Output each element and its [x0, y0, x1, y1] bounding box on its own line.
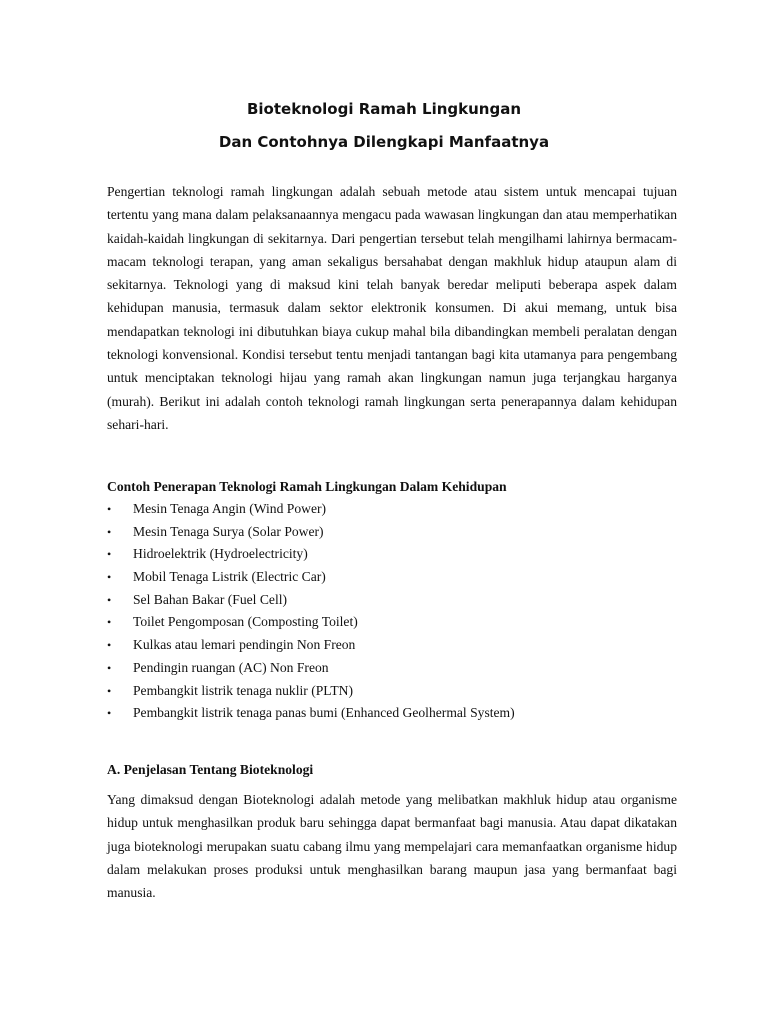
examples-heading: Contoh Penerapan Teknologi Ramah Lingkungan Dalam Kehidupan: [107, 479, 507, 494]
list-item: [107, 680, 515, 703]
list-item: [107, 634, 515, 657]
list-item-text: Pembangkit listrik tenaga panas bumi (Enhanced Geolhermal System): [133, 705, 515, 721]
bullet-icon: •: [107, 615, 112, 630]
list-item-text: Hidroelektrik (Hydroelectricity): [133, 546, 308, 562]
document-title: Bioteknologi Ramah Lingkungan: [246, 100, 522, 118]
list-item: [107, 521, 515, 544]
section-a-heading: A. Penjelasan Tentang Bioteknologi: [107, 762, 314, 777]
list-item-text: Pendingin ruangan (AC) Non Freon: [133, 659, 329, 675]
list-item-text: Pembangkit listrik tenaga nuklir (PLTN): [133, 682, 353, 698]
bullet-icon: •: [107, 502, 112, 516]
list-item: [107, 589, 515, 612]
list-item: [107, 566, 515, 589]
list-item-text: Kulkas atau lemari pendingin Non Freon: [133, 637, 356, 653]
bullet-icon: •: [107, 547, 112, 562]
bullet-icon: •: [107, 570, 112, 585]
section-a-paragraph: Yang dimaksud dengan Bioteknologi adalah metode yang melibatkan makhluk hidup atau organisme hidup untuk menghasilkan produk baru sehingga dapat bermanfaat bagi manusia. Atau dapat dikatakan juga bioteknologi merupakan suatu cabang ilmu yang mempelajari cara memanfaatkan organisme hidup dalam melakukan proses produksi untuk menghasilkan barang maupun jasa yang bermanfaat bagi manusia.: [107, 792, 677, 901]
list-item: [107, 611, 515, 634]
bullet-icon: •: [107, 524, 112, 539]
bullet-icon: •: [107, 638, 112, 653]
document-subtitle: Dan Contohnya Dilengkapi Manfaatnya: [218, 133, 550, 151]
bullet-icon: •: [107, 683, 112, 698]
list-item-text: Mesin Tenaga Surya (Solar Power): [133, 523, 324, 539]
list-item-text: Toilet Pengomposan (Composting Toilet): [133, 614, 358, 630]
list-item: [107, 702, 515, 725]
list-item-text: Mobil Tenaga Listrik (Electric Car): [133, 569, 326, 585]
examples-list: [107, 498, 515, 725]
bullet-icon: •: [107, 592, 112, 607]
intro-paragraph: Pengertian teknologi ramah lingkungan adalah sebuah metode atau sistem untuk mencapai tujuan tertentu yang mana dalam pelaksanaannya mengacu pada wawasan lingkungan dan atau memperhatikan kaidah-kaidah lingkungan di sekitarnya. Dari pengertian tersebut telah mengilhami lahirnya bermacam-macam teknologi terapan, yang aman sekaligus bersahabat dengan makhluk hidup ataupun alam di sekitarnya. Teknologi yang di maksud kini telah banyak beredar meliputi beberapa aspek dalam kehidupan manusia, termasuk dalam sektor elektronik konsumen. Di akui memang, untuk bisa mendapatkan teknologi ini dibutuhkan biaya cukup mahal bila dibandingkan membeli peralatan dengan teknologi konvensional. Kondisi tersebut tentu menjadi tantangan bagi kita utamanya para pengembang untuk menciptakan teknologi hijau yang ramah akan lingkungan namun juga terjangkau harganya (murah). Berikut ini adalah contoh teknologi ramah lingkungan serta penerapannya dalam kehidupan sehari-hari.: [107, 184, 677, 432]
list-item: [107, 657, 515, 680]
list-item: [107, 543, 515, 566]
list-item: [107, 498, 515, 521]
list-item-text: Sel Bahan Bakar (Fuel Cell): [133, 591, 288, 607]
list-item-text: Mesin Tenaga Angin (Wind Power): [133, 501, 327, 516]
bullet-icon: •: [107, 660, 112, 675]
bullet-icon: •: [107, 706, 112, 721]
